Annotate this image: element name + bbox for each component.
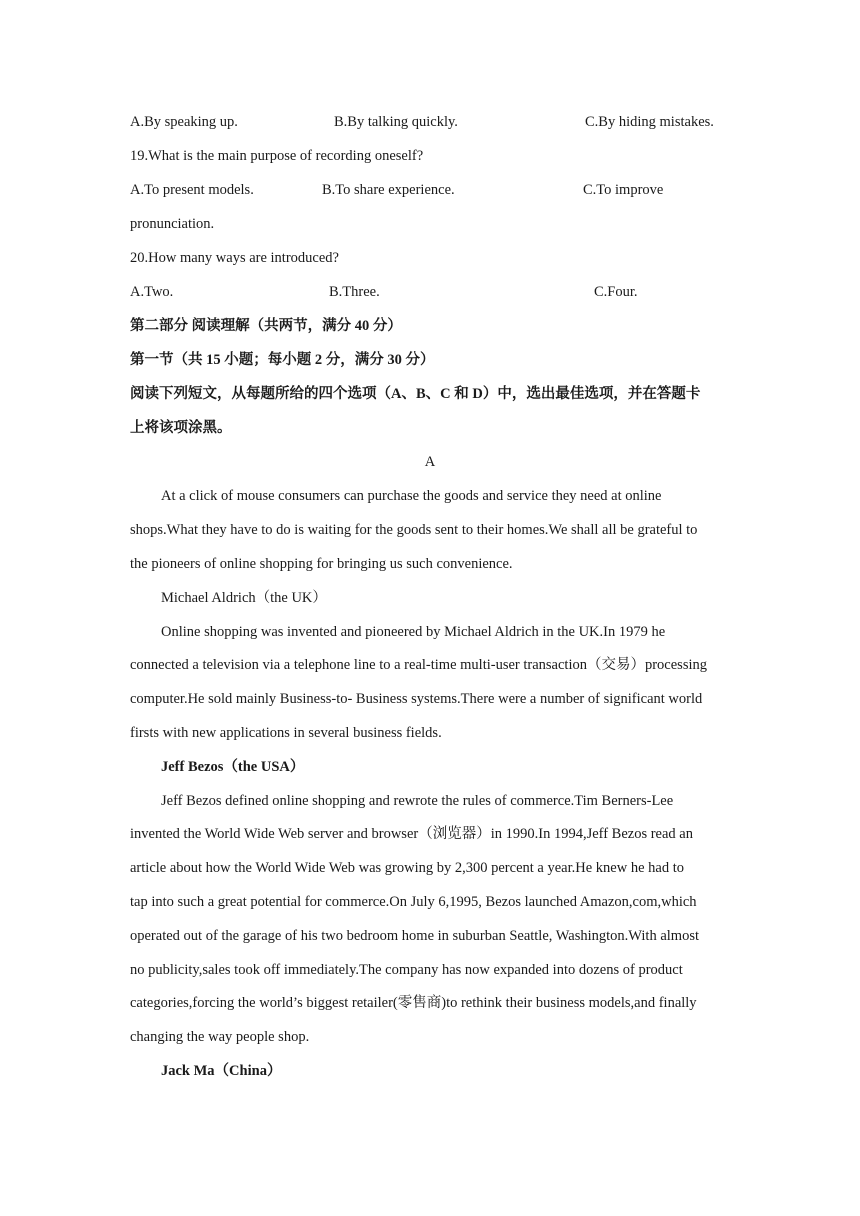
- intro-line: shops.What they have to do is waiting for the goods sent to their homes.We shall all be grateful to: [130, 522, 698, 538]
- heading-jack-ma: Jack Ma（China）: [161, 1063, 282, 1079]
- instructions-line-1: 阅读下列短文，从每题所给的四个选项（A、B、C 和 D）中，选出最佳选项，并在答题卡: [130, 386, 701, 402]
- paragraph-line: connected a television via a telephone line to a real-time multi-user transaction（交易）processing: [130, 657, 707, 673]
- paragraph-line: tap into such a great potential for commerce.On July 6,1995, Bezos launched Amazon,com,which: [130, 894, 697, 910]
- q19-option-c-continued: pronunciation.: [130, 216, 215, 232]
- instructions-line-2: 上将该项涂黑。: [130, 420, 232, 436]
- part-title: 第二部分 阅读理解（共两节，满分 40 分）: [130, 318, 402, 334]
- q20-question: 20.How many ways are introduced?: [130, 250, 339, 266]
- intro-line: At a click of mouse consumers can purchase the goods and service they need at online: [161, 488, 662, 504]
- q18-option-a: A.By speaking up.: [130, 114, 238, 130]
- q20-option-b: B.Three.: [329, 284, 380, 300]
- heading-jeff-bezos: Jeff Bezos（the USA）: [161, 759, 305, 775]
- paragraph-line: Jeff Bezos defined online shopping and rewrote the rules of commerce.Tim Berners-Lee: [161, 793, 674, 809]
- q18-option-b: B.By talking quickly.: [334, 114, 458, 130]
- paragraph-line: changing the way people shop.: [130, 1029, 310, 1045]
- q19-option-b: B.To share experience.: [322, 182, 455, 198]
- q20-option-c: C.Four.: [594, 284, 638, 300]
- paragraph-line: firsts with new applications in several business fields.: [130, 725, 442, 741]
- paragraph-line: categories,forcing the world’s biggest retailer(零售商)to rethink their business models,and finally: [130, 995, 697, 1011]
- paragraph-line: computer.He sold mainly Business-to- Business systems.There were a number of significant world: [130, 691, 703, 707]
- section-title: 第一节（共 15 小题；每小题 2 分，满分 30 分）: [130, 352, 435, 368]
- paragraph-line: article about how the World Wide Web was growing by 2,300 percent a year.He knew he had to: [130, 860, 684, 876]
- heading-michael-aldrich: Michael Aldrich（the UK）: [161, 590, 327, 606]
- paragraph-line: no publicity,sales took off immediately.The company has now expanded into dozens of product: [130, 962, 683, 978]
- paragraph-line: Online shopping was invented and pioneered by Michael Aldrich in the UK.In 1979 he: [161, 624, 666, 640]
- paragraph-line: operated out of the garage of his two bedroom home in suburban Seattle, Washington.With almost: [130, 928, 699, 944]
- q19-question: 19.What is the main purpose of recording oneself?: [130, 148, 424, 164]
- passage-label: A: [424, 454, 436, 470]
- q19-option-c: C.To improve: [583, 182, 664, 198]
- paragraph-line: invented the World Wide Web server and browser（浏览器）in 1990.In 1994,Jeff Bezos read an: [130, 826, 693, 842]
- q19-option-a: A.To present models.: [130, 182, 254, 198]
- q18-option-c: C.By hiding mistakes.: [585, 114, 714, 130]
- q20-option-a: A.Two.: [130, 284, 174, 300]
- intro-line: the pioneers of online shopping for bringing us such convenience.: [130, 556, 513, 572]
